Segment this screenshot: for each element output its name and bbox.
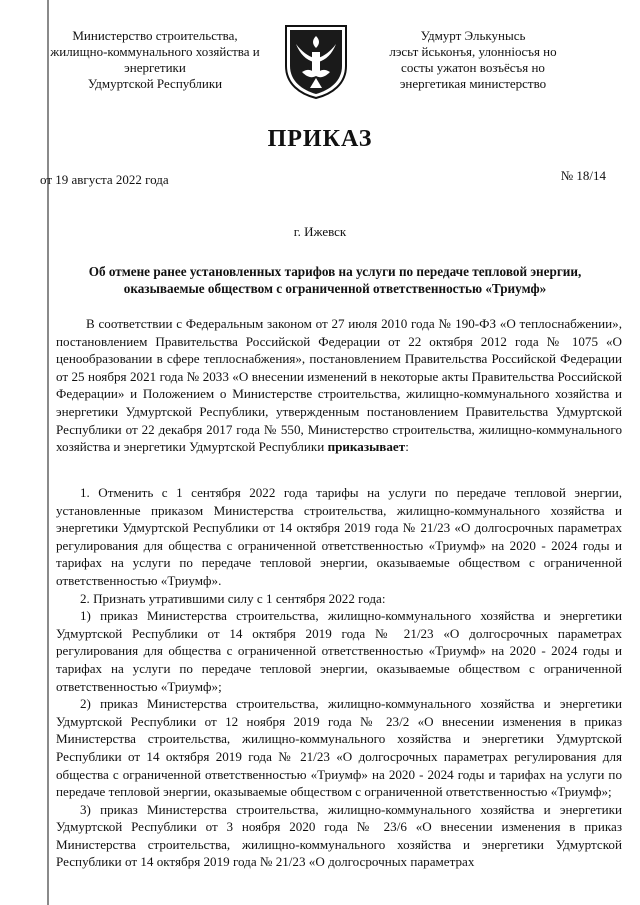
header-left-line: Удмуртской Республики <box>87 76 223 91</box>
header-right-line: сoсты ужатон вoзъёсъя но <box>401 60 545 75</box>
order-subitem: 3) приказ Министерства строительства, жилищно-коммунального хозяйства и энергетики Удмуртской Республики от 3 ноября 2020 года № 23/6 «О внесении изменения в приказ Министерства строительства, жилищно-коммунального хозяйства и энергетики Удмуртской Республики от 14 октября 2019 года № 21/23 «О долгосрочных параметрах <box>56 801 622 870</box>
header-right-line: Удмурт Элькунысь <box>420 28 526 43</box>
decree-verb: приказывает <box>327 439 406 455</box>
order-subitem: 2) приказ Министерства строительства, жилищно-коммунального хозяйства и энергетики Удмуртской Республики от 12 ноября 2019 года № 23/2 «О внесении изменения в приказ Министерства строительства, жилищно-коммунального хозяйства и энергетики Удмуртской Республики от 14 октября 2019 года № 21/23 «О долгосрочных параметрах регулирования для общества с ограниченной ответственностью «Триумф» на 2020 - 2024 годы и тарифах на услуги по передаче тепловой энергии, оказываемые обществом с ограниченной ответственностью «Триумф»; <box>56 696 622 800</box>
order-item: 1. Отменить с 1 сентября 2022 года тарифы на услуги по передаче тепловой энергии, установленные приказом Министерства строительства, жилищно-коммунального хозяйства и энергетики Удмуртской Республики от 14 октября 2019 года № 21/23 «О долгосрочных параметрах регулирования для общества с ограниченной ответственностью «Триумф» на 2020 - 2024 годы и тарифах на услуги по передаче тепловой энергии, оказываемые обществом с ограниченной ответственностью «Триумф». <box>56 485 622 588</box>
order-date: от 19 августа 2022 года <box>40 172 169 187</box>
header-right-line: лэсьт йськонъя, улоннioсъя но <box>389 44 557 59</box>
header-left-line: жилищно-коммунального хозяйства и <box>50 44 260 59</box>
ministry-name-udmurt <box>358 28 588 92</box>
coat-of-arms-icon <box>282 22 350 100</box>
order-number: № 18/14 <box>560 168 606 183</box>
issue-city: г. Ижевск <box>293 224 347 239</box>
order-item: 2. Признать утратившими силу с 1 сентября 2022 года: <box>80 590 386 606</box>
order-subject <box>50 263 620 297</box>
header-left-line: Министерство строительства, <box>72 28 238 43</box>
document-title: ПРИКАЗ <box>267 126 373 152</box>
ministry-name-russian <box>30 28 280 92</box>
header-left-line: энергетики <box>124 60 186 75</box>
header-right-line: энергетикая министерство <box>399 76 547 91</box>
preamble <box>56 315 622 456</box>
preamble-paragraph <box>56 315 622 456</box>
subject-line: оказываемые обществом с ограниченной ответственностью «Триумф» <box>123 281 547 296</box>
subject-line: Об отмене ранее установленных тарифов на услуги по передаче тепловой энергии, <box>88 264 582 279</box>
order-subitem: 1) приказ Министерства строительства, жилищно-коммунального хозяйства и энергетики Удмуртской Республики от 14 октября 2019 года № 21/23 «О долгосрочных параметрах регулирования для общества с ограниченной ответственностью «Триумф» на 2020 - 2024 годы и тарифах на услуги по передаче тепловой энергии, оказываемые обществом с ограниченной ответственностью «Триумф»; <box>56 608 622 694</box>
preamble-text: В соответствии с Федеральным законом от 27 июля 2010 года № 190-ФЗ «О теплоснабжении», постановлением Правительства Российской Федерации от 22 октября 2012 года № 1075 «О ценообразовании в сфере теплоснабжения», постановлением Правительства Российской Федерации от 25 ноября 2021 года № 2033 «О внесении изменений в некоторые акты Правительства Российской Федерации» и Положением о Министерстве строительства, жилищно-коммунального хозяйства и энергетики Удмуртской Республики, утвержденным постановлением Правительства Удмуртской Республики от 22 декабря 2017 года № 550, Министерство строительства, жилищно-коммунального хозяйства и энергетики Удмуртской Республики <box>56 316 622 455</box>
preamble-tail: : <box>405 439 409 455</box>
order-items <box>56 484 622 871</box>
